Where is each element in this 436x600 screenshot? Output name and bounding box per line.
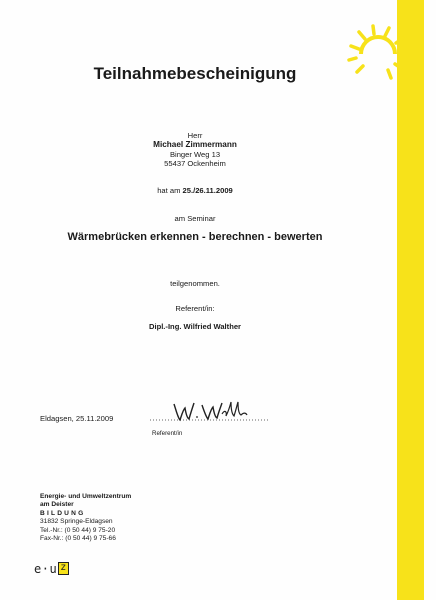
- participated-text: teilgenommen.: [170, 279, 220, 288]
- logo-letter-z: z: [58, 562, 69, 575]
- attended-prefix: hat am: [157, 186, 183, 195]
- organization-name-line2: am Deister: [40, 501, 74, 509]
- organization-address-block: [40, 493, 131, 543]
- referent-label: Referent/in:: [175, 304, 215, 313]
- recipient-salutation: Herr: [187, 131, 203, 140]
- organization-address: 31832 Springe-Eldagsen: [40, 518, 113, 526]
- place-and-date: Eldagsen, 25.11.2009: [40, 414, 114, 423]
- logo-letter-u: u: [49, 561, 57, 576]
- referent-name: Dipl.-Ing. Wilfried Walther: [148, 322, 242, 331]
- organization-division: BILDUNG: [40, 509, 86, 517]
- attendance-date-line: [0, 186, 390, 195]
- yellow-side-stripe: [397, 0, 424, 600]
- seminar-label: am Seminar: [174, 214, 216, 223]
- certificate-title: Teilnahmebescheinigung: [93, 64, 297, 83]
- recipient-city: 55437 Ockenheim: [164, 159, 226, 168]
- recipient-street: Binger Weg 13: [169, 150, 221, 159]
- attended-date: 25./26.11.2009: [182, 186, 233, 195]
- recipient-name: Michael Zimmermann: [153, 140, 237, 149]
- organization-name-line1: Energie- und Umweltzentrum: [40, 493, 132, 500]
- signature-caption: Referent/in: [152, 430, 183, 437]
- organization-fax: Fax-Nr.: (0 50 44) 9 75-66: [40, 535, 116, 543]
- logo-letter-e: e: [34, 561, 42, 576]
- organization-phone: Tel.-Nr.: (0 50 44) 9 75-20: [40, 526, 116, 534]
- signature-image: [150, 398, 270, 424]
- seminar-title: Wärmebrücken erkennen - berechnen - bewerten: [67, 231, 323, 243]
- logo-dot-icon: ·: [41, 561, 49, 576]
- euz-logo: [34, 560, 70, 577]
